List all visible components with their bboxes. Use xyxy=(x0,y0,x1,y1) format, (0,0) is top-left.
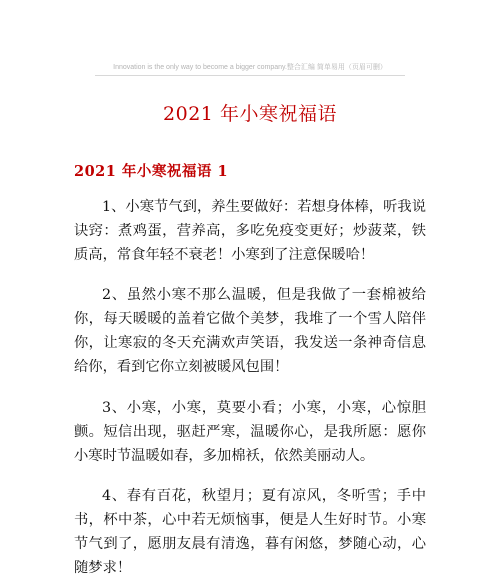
paragraph-1: 1、小寒节气到，养生要做好：若想身体棒，听我说诀窍：煮鸡蛋，营养高，多吃免疫变更好；炒菠菜，铁质高，常食年轻不衰老！小寒到了注意保暖哈！ xyxy=(74,199,426,263)
paragraph-2: 2、虽然小寒不那么温暖，但是我做了一套棉被给你，每天暖暖的盖着它做个美梦，我堆了一个雪人陪伴你，让寒寂的冬天充满欢声笑语，我发送一条神奇信息给你，看到它你立刻被暖风包围！ xyxy=(74,287,426,375)
document-title: 2021 年小寒祝福语 xyxy=(163,103,337,125)
page-header-note: Innovation is the only way to become a bigger company.整合汇编 简单易用（页眉可删） xyxy=(113,64,387,71)
paragraph-4: 4、春有百花，秋望月；夏有凉风，冬听雪；手中书，杯中茶，心中若无烦恼事，便是人生好时节。小寒节气到了，愿朋友晨有清逸，暮有闲悠，梦随心动，心随梦求！ xyxy=(74,488,426,576)
paragraph-3: 3、小寒，小寒，莫要小看；小寒，小寒，心惊胆颤。短信出现，驱赶严寒，温暖你心，是我所愿：愿你小寒时节温暖如春，多加棉袄，依然美丽动人。 xyxy=(74,400,426,464)
section-heading: 2021 年小寒祝福语 1 xyxy=(74,163,229,180)
header-divider xyxy=(95,75,405,76)
